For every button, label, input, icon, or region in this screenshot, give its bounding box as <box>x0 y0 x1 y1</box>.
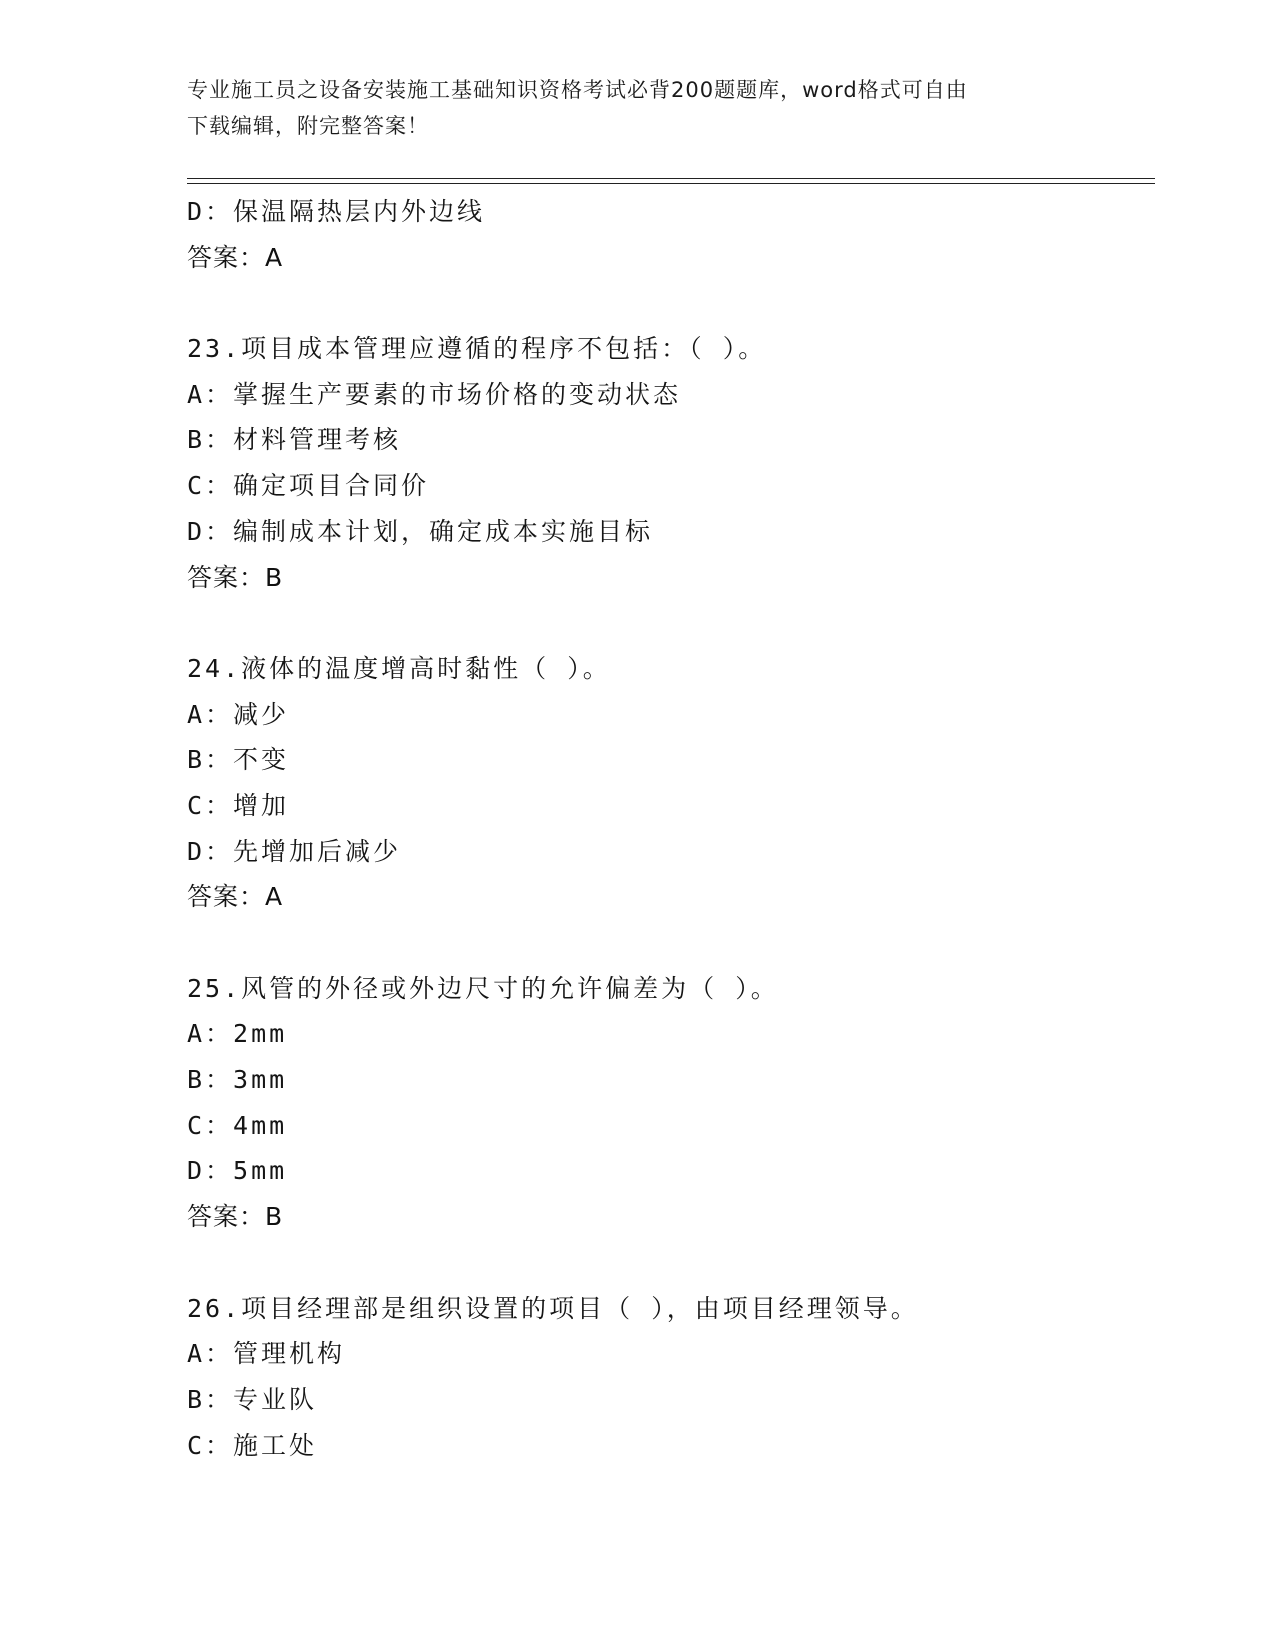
option-c: C：增加 <box>187 790 290 820</box>
spacer <box>187 600 1147 646</box>
question-text: 26.项目经理部是组织设置的项目（ ），由项目经理领导。 <box>187 1293 919 1323</box>
option-c: C：确定项目合同价 <box>187 471 430 501</box>
header-divider-top <box>187 178 1155 179</box>
question-26 <box>187 1286 1147 1469</box>
option-c: C：施工处 <box>187 1430 318 1460</box>
question-25 <box>187 966 1147 1240</box>
option-a: A：减少 <box>187 699 290 729</box>
option-b: B：专业队 <box>187 1384 318 1414</box>
question-text: 25.风管的外径或外边尺寸的允许偏差为（ ）。 <box>187 973 779 1003</box>
answer-line: 答案：B <box>187 1202 284 1232</box>
answer-line: 答案：A <box>187 242 284 272</box>
answer-line: 答案：A <box>187 882 284 912</box>
option-a: A：掌握生产要素的市场价格的变动状态 <box>187 379 682 409</box>
question-24 <box>187 646 1147 920</box>
option-d: D：保温隔热层内外边线 <box>187 197 486 226</box>
header-line-1: 专业施工员之设备安装施工基础知识资格考试必背200题题库，word格式可自由 <box>187 78 968 102</box>
spacer <box>187 920 1147 966</box>
answer-line: 答案：B <box>187 562 284 592</box>
option-d: D：编制成本计划，确定成本实施目标 <box>187 516 654 546</box>
option-d: D：5mm <box>187 1156 288 1186</box>
spacer <box>187 1240 1147 1286</box>
spacer <box>187 280 1147 326</box>
question-22-tail <box>187 189 1147 280</box>
question-23 <box>187 326 1147 600</box>
option-a: A：2mm <box>187 1019 288 1049</box>
option-b: B：材料管理考核 <box>187 425 402 455</box>
option-b: B：3mm <box>187 1065 288 1095</box>
header-divider-bottom <box>187 183 1155 184</box>
question-list <box>187 189 1147 1468</box>
option-b: B：不变 <box>187 745 290 775</box>
option-a: A：管理机构 <box>187 1339 346 1369</box>
document-header <box>187 72 1087 144</box>
option-d: D：先增加后减少 <box>187 836 402 866</box>
question-text: 24.液体的温度增高时黏性（ ）。 <box>187 653 611 683</box>
header-line-2: 下载编辑，附完整答案！ <box>187 114 429 138</box>
option-c: C：4mm <box>187 1110 288 1140</box>
question-text: 23.项目成本管理应遵循的程序不包括：（ ）。 <box>187 334 767 364</box>
